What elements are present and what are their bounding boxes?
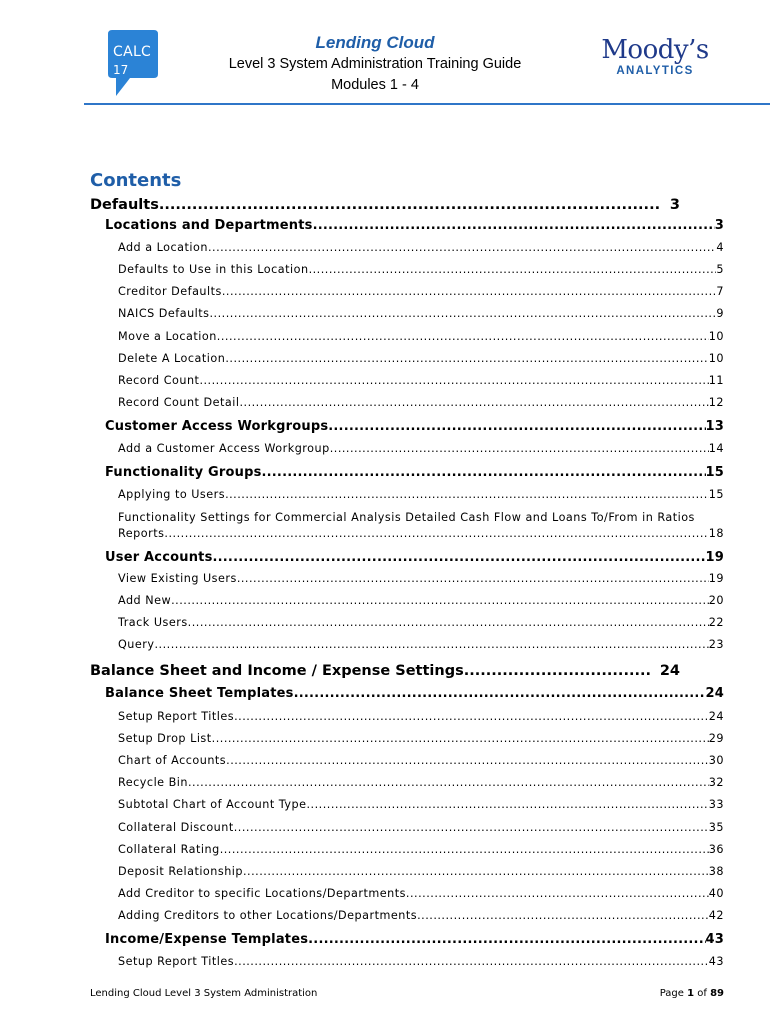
toc-entry-label: Track Users <box>118 616 188 629</box>
toc-entry-level3[interactable] <box>118 262 724 278</box>
document-subtitle: Level 3 System Administration Training Guide <box>228 56 522 72</box>
toc-leader-dots <box>171 593 709 609</box>
footer-page-number <box>640 988 724 999</box>
toc-entry-label: Customer Access Workgroups <box>105 419 329 434</box>
toc-page-number: 33 <box>708 798 724 811</box>
toc-entry-level3[interactable] <box>118 637 724 653</box>
toc-leader-dots <box>188 775 709 791</box>
toc-page-number: 9 <box>716 307 724 320</box>
toc-page-number: 11 <box>708 374 724 387</box>
toc-entry-level2[interactable] <box>105 217 724 235</box>
toc-page-number: 15 <box>708 488 724 501</box>
toc-entry-label: Setup Drop List <box>118 732 212 745</box>
toc-entry-label: Income/Expense Templates <box>105 932 309 947</box>
toc-entry-label: Functionality Groups <box>105 465 262 480</box>
toc-page-number: 15 <box>705 465 724 480</box>
toc-entry-level3[interactable] <box>118 284 724 300</box>
toc-page-number: 24 <box>705 686 724 701</box>
toc-page-number: 35 <box>708 821 724 834</box>
toc-entry-level3[interactable] <box>118 731 724 747</box>
toc-entry-level3[interactable] <box>118 864 724 880</box>
logo-text-calc: CALC <box>113 44 152 60</box>
brand-subtitle: ANALYTICS <box>616 65 694 77</box>
toc-entry-label: NAICS Defaults <box>118 307 210 320</box>
toc-leader-dots <box>406 886 709 902</box>
toc-entry-label: Add New <box>118 594 172 607</box>
toc-entry-level3[interactable] <box>118 240 724 256</box>
toc-entry-level2[interactable] <box>105 549 724 567</box>
toc-page-number: 40 <box>708 887 724 900</box>
toc-leader-dots <box>308 931 705 949</box>
toc-entry-level3[interactable] <box>118 593 724 609</box>
toc-page-number: 7 <box>716 285 724 298</box>
toc-page-number: 3 <box>714 218 724 233</box>
toc-entry-level3[interactable] <box>118 753 724 769</box>
toc-page-number: 12 <box>708 396 724 409</box>
toc-leader-dots <box>307 797 709 813</box>
toc-page-number: 24 <box>659 663 680 679</box>
toc-leader-dots <box>464 661 650 681</box>
toc-page-number: 3 <box>669 197 680 213</box>
toc-entry-level3[interactable] <box>118 395 724 411</box>
toc-entry-label: Recycle Bin <box>118 776 188 789</box>
toc-leader-dots <box>164 526 708 542</box>
toc-leader-dots <box>243 864 709 880</box>
toc-page-number: 18 <box>708 526 724 540</box>
toc-leader-dots <box>237 571 709 587</box>
toc-leader-dots <box>234 709 709 725</box>
toc-leader-dots <box>239 395 708 411</box>
toc-entry-label-continued: Reports <box>118 526 165 540</box>
footer-doc-name: Lending Cloud Level 3 System Administration <box>90 988 318 999</box>
toc-page-number: 14 <box>708 442 724 455</box>
toc-leader-dots <box>220 842 709 858</box>
toc-entry-level2[interactable] <box>105 464 724 482</box>
toc-entry-level3[interactable] <box>118 441 724 457</box>
toc-entry-label: Move a Location <box>118 330 217 343</box>
toc-entry-label: Add a Location <box>118 241 208 254</box>
toc-page-number: 43 <box>708 955 724 968</box>
toc-entry-label: Collateral Discount <box>118 821 234 834</box>
toc-entry-level3[interactable] <box>118 329 724 345</box>
toc-entry-label: Defaults to Use in this Location <box>118 263 309 276</box>
toc-entry-label: Applying to Users <box>118 488 226 501</box>
toc-page-number: 4 <box>716 241 724 254</box>
toc-entry-label: Deposit Relationship <box>118 865 243 878</box>
toc-page-number: 10 <box>708 352 724 365</box>
toc-entry-level3[interactable] <box>118 373 724 389</box>
toc-entry-level3[interactable] <box>118 908 724 924</box>
toc-leader-dots <box>208 240 716 256</box>
toc-entry-level3[interactable] <box>118 775 724 791</box>
toc-leader-dots <box>226 753 709 769</box>
toc-entry-level3[interactable] <box>118 306 724 322</box>
toc-entry-label: View Existing Users <box>118 572 237 585</box>
toc-entry-label: Defaults <box>90 197 159 213</box>
toc-entry-level3[interactable] <box>118 797 724 813</box>
toc-leader-dots <box>234 954 709 970</box>
toc-entry-level1[interactable] <box>90 195 680 215</box>
toc-entry-level2[interactable] <box>105 931 724 949</box>
toc-leader-dots <box>262 464 706 482</box>
toc-leader-dots <box>213 549 706 567</box>
toc-entry-label: Add a Customer Access Workgroup <box>118 442 330 455</box>
toc-entry-label: Record Count <box>118 374 200 387</box>
toc-entry-label: Balance Sheet and Income / Expense Settings <box>90 663 464 679</box>
toc-entry-label: Locations and Departments <box>105 218 313 233</box>
toc-entry-label: Setup Report Titles <box>118 955 235 968</box>
toc-page-number: 42 <box>708 909 724 922</box>
logo-text-number: 17 <box>113 63 129 77</box>
toc-entry-label: Creditor Defaults <box>118 285 222 298</box>
toc-entry-label: Balance Sheet Templates <box>105 686 294 701</box>
toc-leader-dots <box>330 441 709 457</box>
toc-leader-dots <box>234 820 709 836</box>
toc-page-number: 10 <box>708 330 724 343</box>
toc-leader-dots <box>328 418 705 436</box>
toc-entry-label: Adding Creditors to other Locations/Departments <box>118 909 418 922</box>
toc-page-number: 36 <box>708 843 724 856</box>
toc-leader-dots <box>199 373 708 389</box>
toc-entry-level2[interactable] <box>105 685 724 703</box>
toc-entry-label: Setup Report Titles <box>118 710 235 723</box>
toc-entry-label: Query <box>118 638 155 651</box>
toc-leader-dots <box>225 351 708 367</box>
toc-entry-level3[interactable] <box>118 709 724 725</box>
footer-of-word: of <box>697 988 707 999</box>
toc-leader-dots <box>212 731 709 747</box>
toc-page-number: 30 <box>708 754 724 767</box>
toc-leader-dots <box>294 685 706 703</box>
toc-page-number: 5 <box>716 263 724 276</box>
document-modules: Modules 1 - 4 <box>331 77 419 93</box>
toc-entry-label: User Accounts <box>105 550 213 565</box>
toc-entry-label: Subtotal Chart of Account Type <box>118 798 307 811</box>
toc-entry-level2[interactable] <box>105 418 724 436</box>
toc-leader-dots <box>417 908 709 924</box>
brand-name: Moody’s <box>601 35 709 65</box>
toc-page-number: 29 <box>708 732 724 745</box>
toc-entry-label: Delete A Location <box>118 352 226 365</box>
contents-heading: Contents <box>90 170 182 191</box>
toc-leader-dots <box>188 615 709 631</box>
toc-entry-level1[interactable] <box>90 661 680 681</box>
footer-page-total: 89 <box>710 988 724 999</box>
toc-page-number: 20 <box>708 594 724 607</box>
toc-page-number: 22 <box>708 616 724 629</box>
toc-entry-level3[interactable] <box>118 487 724 503</box>
toc-leader-dots <box>313 217 715 235</box>
toc-entry-level3[interactable] <box>118 842 724 858</box>
toc-entry-label: Record Count Detail <box>118 396 240 409</box>
toc-entry-label: Functionality Settings for Commercial Analysis Detailed Cash Flow and Loans To/From in Ratios <box>118 511 695 524</box>
document-title: Lending Cloud <box>315 33 435 52</box>
toc-entry-label: Add Creditor to specific Locations/Departments <box>118 887 406 900</box>
toc-leader-dots <box>222 284 717 300</box>
toc-leader-dots <box>155 637 709 653</box>
toc-entry-level3[interactable] <box>118 886 724 902</box>
toc-leader-dots <box>309 262 717 278</box>
toc-leader-dots <box>225 487 709 503</box>
toc-leader-dots <box>159 195 660 215</box>
toc-page-number: 43 <box>705 932 724 947</box>
toc-entry-label: Chart of Accounts <box>118 754 227 767</box>
toc-page-number: 19 <box>705 550 724 565</box>
toc-page-number: 23 <box>708 638 724 651</box>
footer-page-word: Page <box>659 988 684 999</box>
toc-entry-label: Collateral Rating <box>118 843 220 856</box>
toc-entry-level3[interactable] <box>118 510 724 541</box>
toc-entry-level3[interactable] <box>118 351 724 367</box>
toc-leader-dots <box>210 306 717 322</box>
toc-entry-level3[interactable] <box>118 571 724 587</box>
toc-leader-dots <box>217 329 709 345</box>
toc-entry-level3[interactable] <box>118 954 724 970</box>
toc-page-number: 13 <box>705 419 724 434</box>
toc-page-number: 19 <box>708 572 724 585</box>
toc-entry-level3[interactable] <box>118 820 724 836</box>
toc-entry-level3[interactable] <box>118 615 724 631</box>
toc-page-number: 24 <box>708 710 724 723</box>
toc-page-number: 32 <box>708 776 724 789</box>
toc-page-number: 38 <box>708 865 724 878</box>
footer-page-current: 1 <box>687 988 695 999</box>
